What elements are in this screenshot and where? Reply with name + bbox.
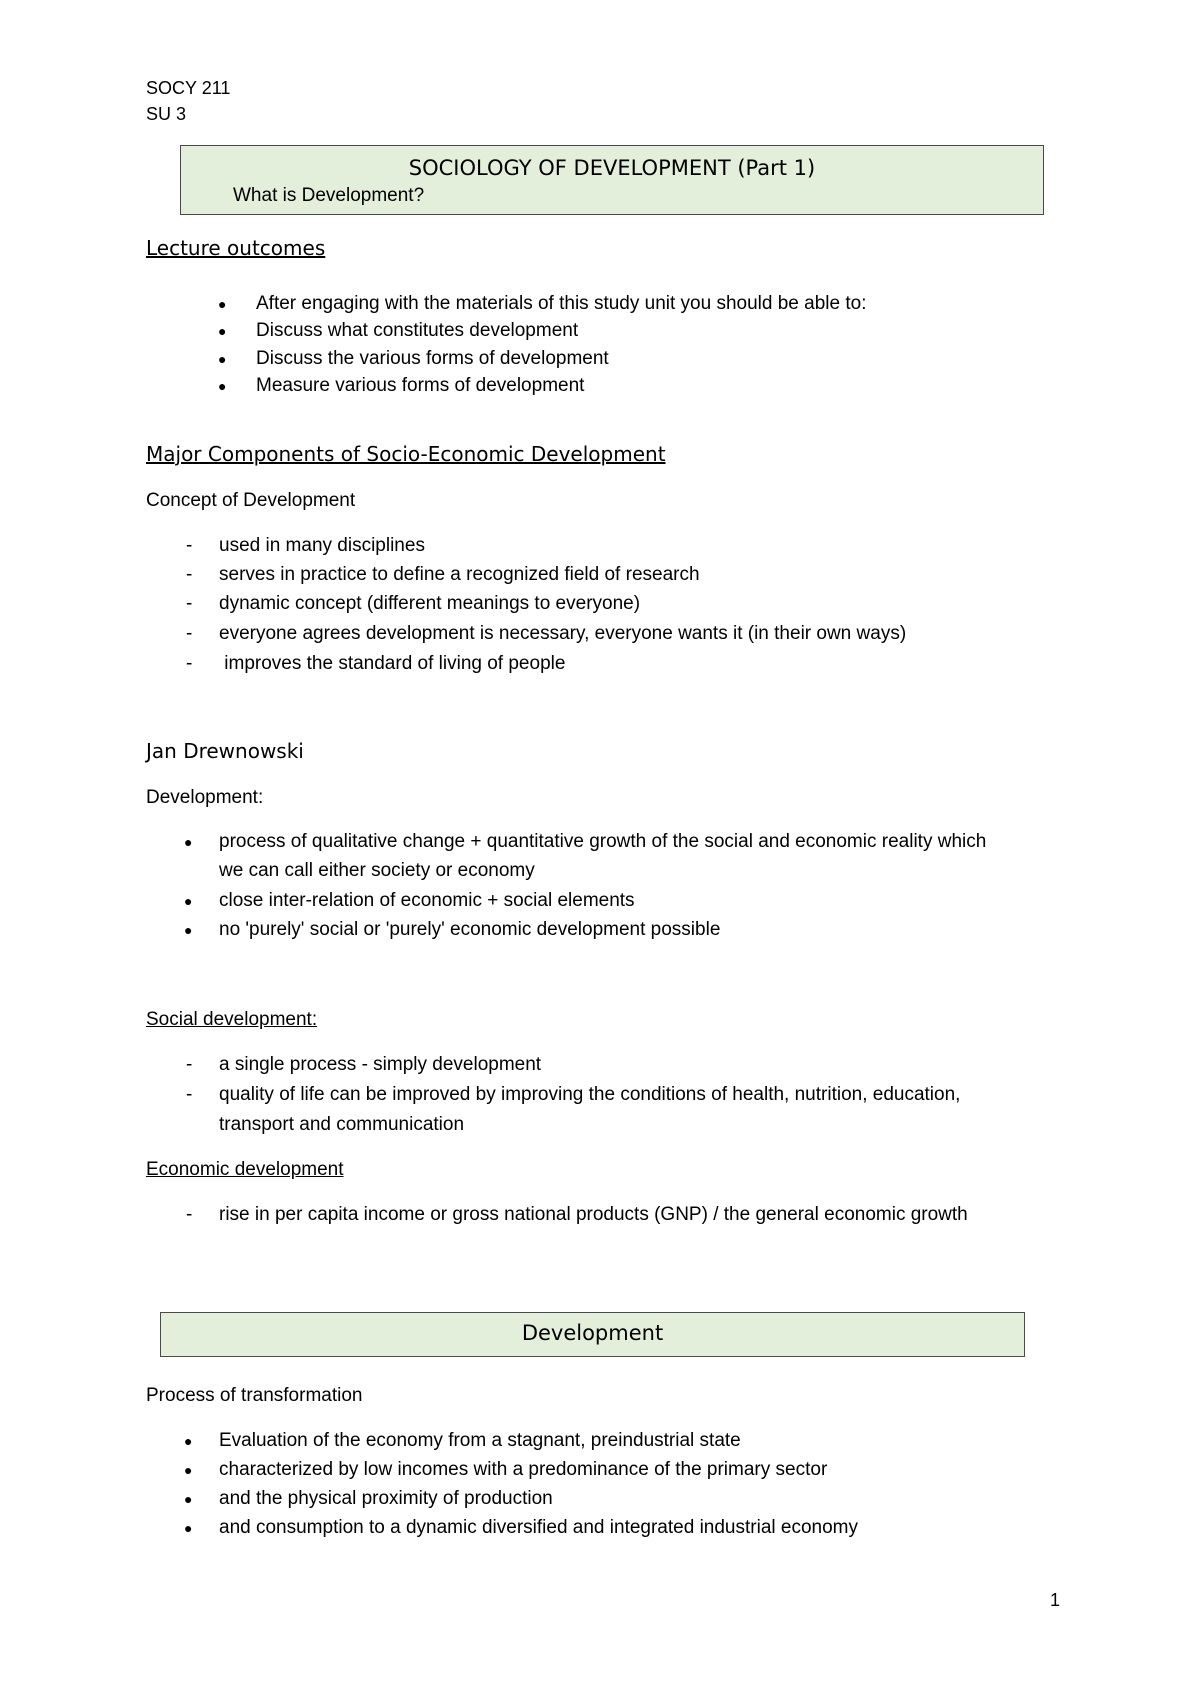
list-item: close inter-relation of economic + social elements [219,890,635,911]
list-item: process of qualitative change + quantitative growth of the social and economic reality which [219,831,987,852]
list-item: Evaluation of the economy from a stagnant, preindustrial state [219,1430,741,1451]
development-box [160,1312,1025,1357]
bullet-icon: ● [218,378,227,394]
course-code: SOCY 211 [146,78,231,98]
list-item: Discuss what constitutes development [256,320,579,341]
title-box [180,145,1044,215]
bullet-icon: ● [184,1491,193,1507]
study-unit: SU 3 [146,104,187,124]
dash-icon: - [186,1084,193,1105]
bullet-icon: ● [184,922,193,938]
document-subtitle: What is Development? [233,185,425,206]
list-item: no 'purely' social or 'purely' economic development possible [219,919,721,940]
development-box-title: Development [521,1321,664,1345]
list-item: Discuss the various forms of development [256,348,609,369]
drewnowski-heading: Jan Drewnowski [146,739,304,763]
dash-icon: - [186,623,193,644]
lecture-outcomes-heading: Lecture outcomes [146,236,326,260]
list-item: improves the standard of living of people [219,653,566,674]
bullet-icon: ● [184,893,193,909]
development-subheading: Development: [146,787,264,808]
bullet-icon: ● [184,1433,193,1449]
list-item: and the physical proximity of production [219,1488,553,1509]
list-item: rise in per capita income or gross national products (GNP) / the general economic growth [219,1204,968,1225]
list-item-continuation: we can call either society or economy [219,860,535,881]
list-item: quality of life can be improved by improving the conditions of health, nutrition, education, [219,1084,961,1105]
dash-icon: - [186,1204,193,1225]
bullet-icon: ● [218,323,227,339]
list-item: After engaging with the materials of this study unit you should be able to: [256,293,867,314]
bullet-icon: ● [184,834,193,850]
list-item: characterized by low incomes with a predominance of the primary sector [219,1459,828,1480]
social-development-heading: Social development: [146,1009,318,1030]
list-item: Measure various forms of development [256,375,585,396]
concept-of-development-heading: Concept of Development [146,490,356,511]
dash-icon: - [186,1054,193,1075]
dash-icon: - [186,593,193,614]
list-item: dynamic concept (different meanings to everyone) [219,593,641,614]
list-item: and consumption to a dynamic diversified and integrated industrial economy [219,1517,858,1538]
list-item: everyone agrees development is necessary, everyone wants it (in their own ways) [219,623,907,644]
dash-icon: - [186,653,193,674]
transformation-heading: Process of transformation [146,1385,363,1406]
page-number: 1 [1050,1590,1061,1610]
dash-icon: - [186,564,193,585]
bullet-icon: ● [184,1462,193,1478]
bullet-icon: ● [218,296,227,312]
list-item: used in many disciplines [219,535,425,556]
bullet-icon: ● [218,351,227,367]
document-title: SOCIOLOGY OF DEVELOPMENT (Part 1) [408,156,816,180]
list-item: a single process - simply development [219,1054,542,1075]
bullet-icon: ● [184,1520,193,1536]
dash-icon: - [186,535,193,556]
economic-development-heading: Economic development [146,1159,344,1180]
major-components-heading: Major Components of Socio-Economic Development [146,442,666,466]
list-item-continuation: transport and communication [219,1114,465,1135]
list-item: serves in practice to define a recognized field of research [219,564,700,585]
